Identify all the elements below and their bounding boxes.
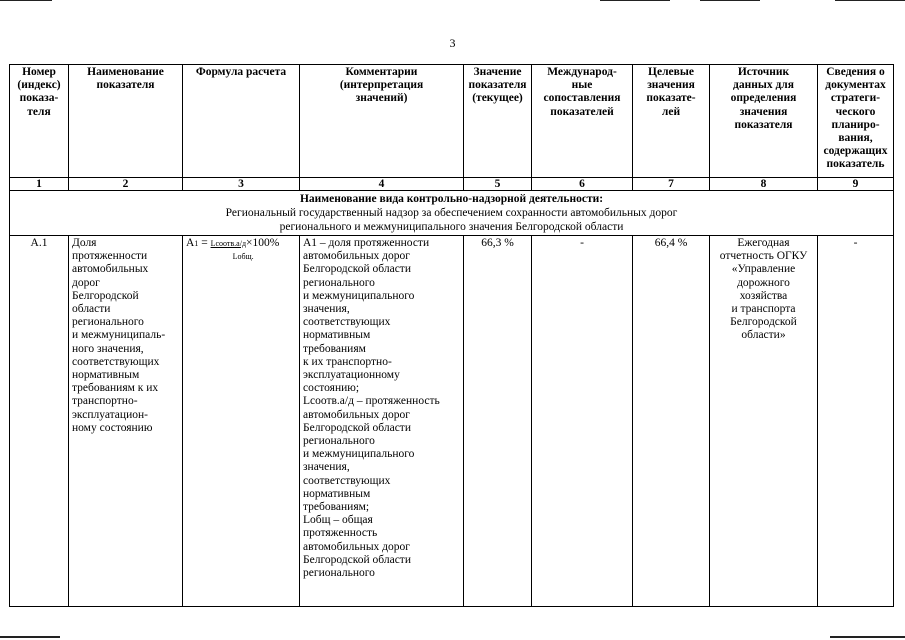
target-value: 66,4 %: [633, 236, 710, 607]
column-numbers-row: [10, 178, 894, 191]
international-comparison: -: [532, 236, 633, 607]
section-heading: [10, 191, 894, 236]
column-number: 8: [710, 178, 818, 191]
bottom-edge-line: [0, 636, 60, 638]
top-edge-line: [835, 0, 905, 1]
column-number: 1: [10, 178, 69, 191]
column-number: 5: [464, 178, 532, 191]
indicator-index: А.1: [10, 236, 69, 607]
header-formula: Формула расчета: [183, 65, 300, 178]
column-number: 6: [532, 178, 633, 191]
current-value: 66,3 %: [464, 236, 532, 607]
header-row: [10, 65, 894, 178]
column-number: 3: [183, 178, 300, 191]
header-index: Номер (индекс) показа- теля: [10, 65, 69, 178]
column-number: 4: [300, 178, 464, 191]
top-edge-line: [700, 0, 760, 1]
section-title: Наименование вида контрольно-надзорной деятельности:: [299, 193, 604, 205]
header-comments: Комментарии (интерпретация значений): [300, 65, 464, 178]
section-row: [10, 191, 894, 236]
strategic-documents: -: [818, 236, 894, 607]
section-line: Региональный государственный надзор за обеспечением сохранности автомобильных дорог: [225, 207, 678, 219]
column-number: 7: [633, 178, 710, 191]
header-target-values: Целевые значения показате- лей: [633, 65, 710, 178]
section-line: регионального и межмуниципального значения Белгородской области: [279, 221, 624, 233]
column-number: 2: [69, 178, 183, 191]
indicator-comments: А1 – доля протяженности автомобильных дорог Белгородской области регионального и межмуниципального значения, соответствующих нормативным требованиям к их транспортно- эксплуатационному состоянию; Lсоотв.а/д – протяженность автомобильных дорог Белгородской области регионального и межмуниципального значения, соответствующих нормативным требованиям; Lобщ – общая протяженность автомобильных дорог Белгородской области регионального: [300, 236, 464, 607]
header-international: Международ- ные сопоставления показателей: [532, 65, 633, 178]
header-data-source: Источник данных для определения значения показателя: [710, 65, 818, 178]
indicator-name: Доля протяженности автомобильных дорог Белгородской области регионального и межмуниципаль- ного значения, соответствующих нормативным требованиям к их транспортно- эксплуатацион- ному состоянию: [69, 236, 183, 607]
header-name: Наименование показателя: [69, 65, 183, 178]
indicators-table: [9, 64, 894, 607]
table-row: [10, 236, 894, 607]
header-strategic-docs: Сведения о документах стратеги- ческого планиро- вания, содержащих показатель: [818, 65, 894, 178]
top-edge-line: [600, 0, 670, 1]
top-edge-line: [0, 0, 52, 1]
data-source: Ежегодная отчетность ОГКУ «Управление дорожного хозяйства и транспорта Белгородской области»: [710, 236, 818, 607]
header-current-value: Значение показателя (текущее): [464, 65, 532, 178]
indicator-formula: А1 = Lсоотв.а/д×100% Lобщ.: [183, 236, 300, 607]
page-number: 3: [449, 36, 456, 50]
column-number: 9: [818, 178, 894, 191]
bottom-edge-line: [830, 636, 905, 638]
